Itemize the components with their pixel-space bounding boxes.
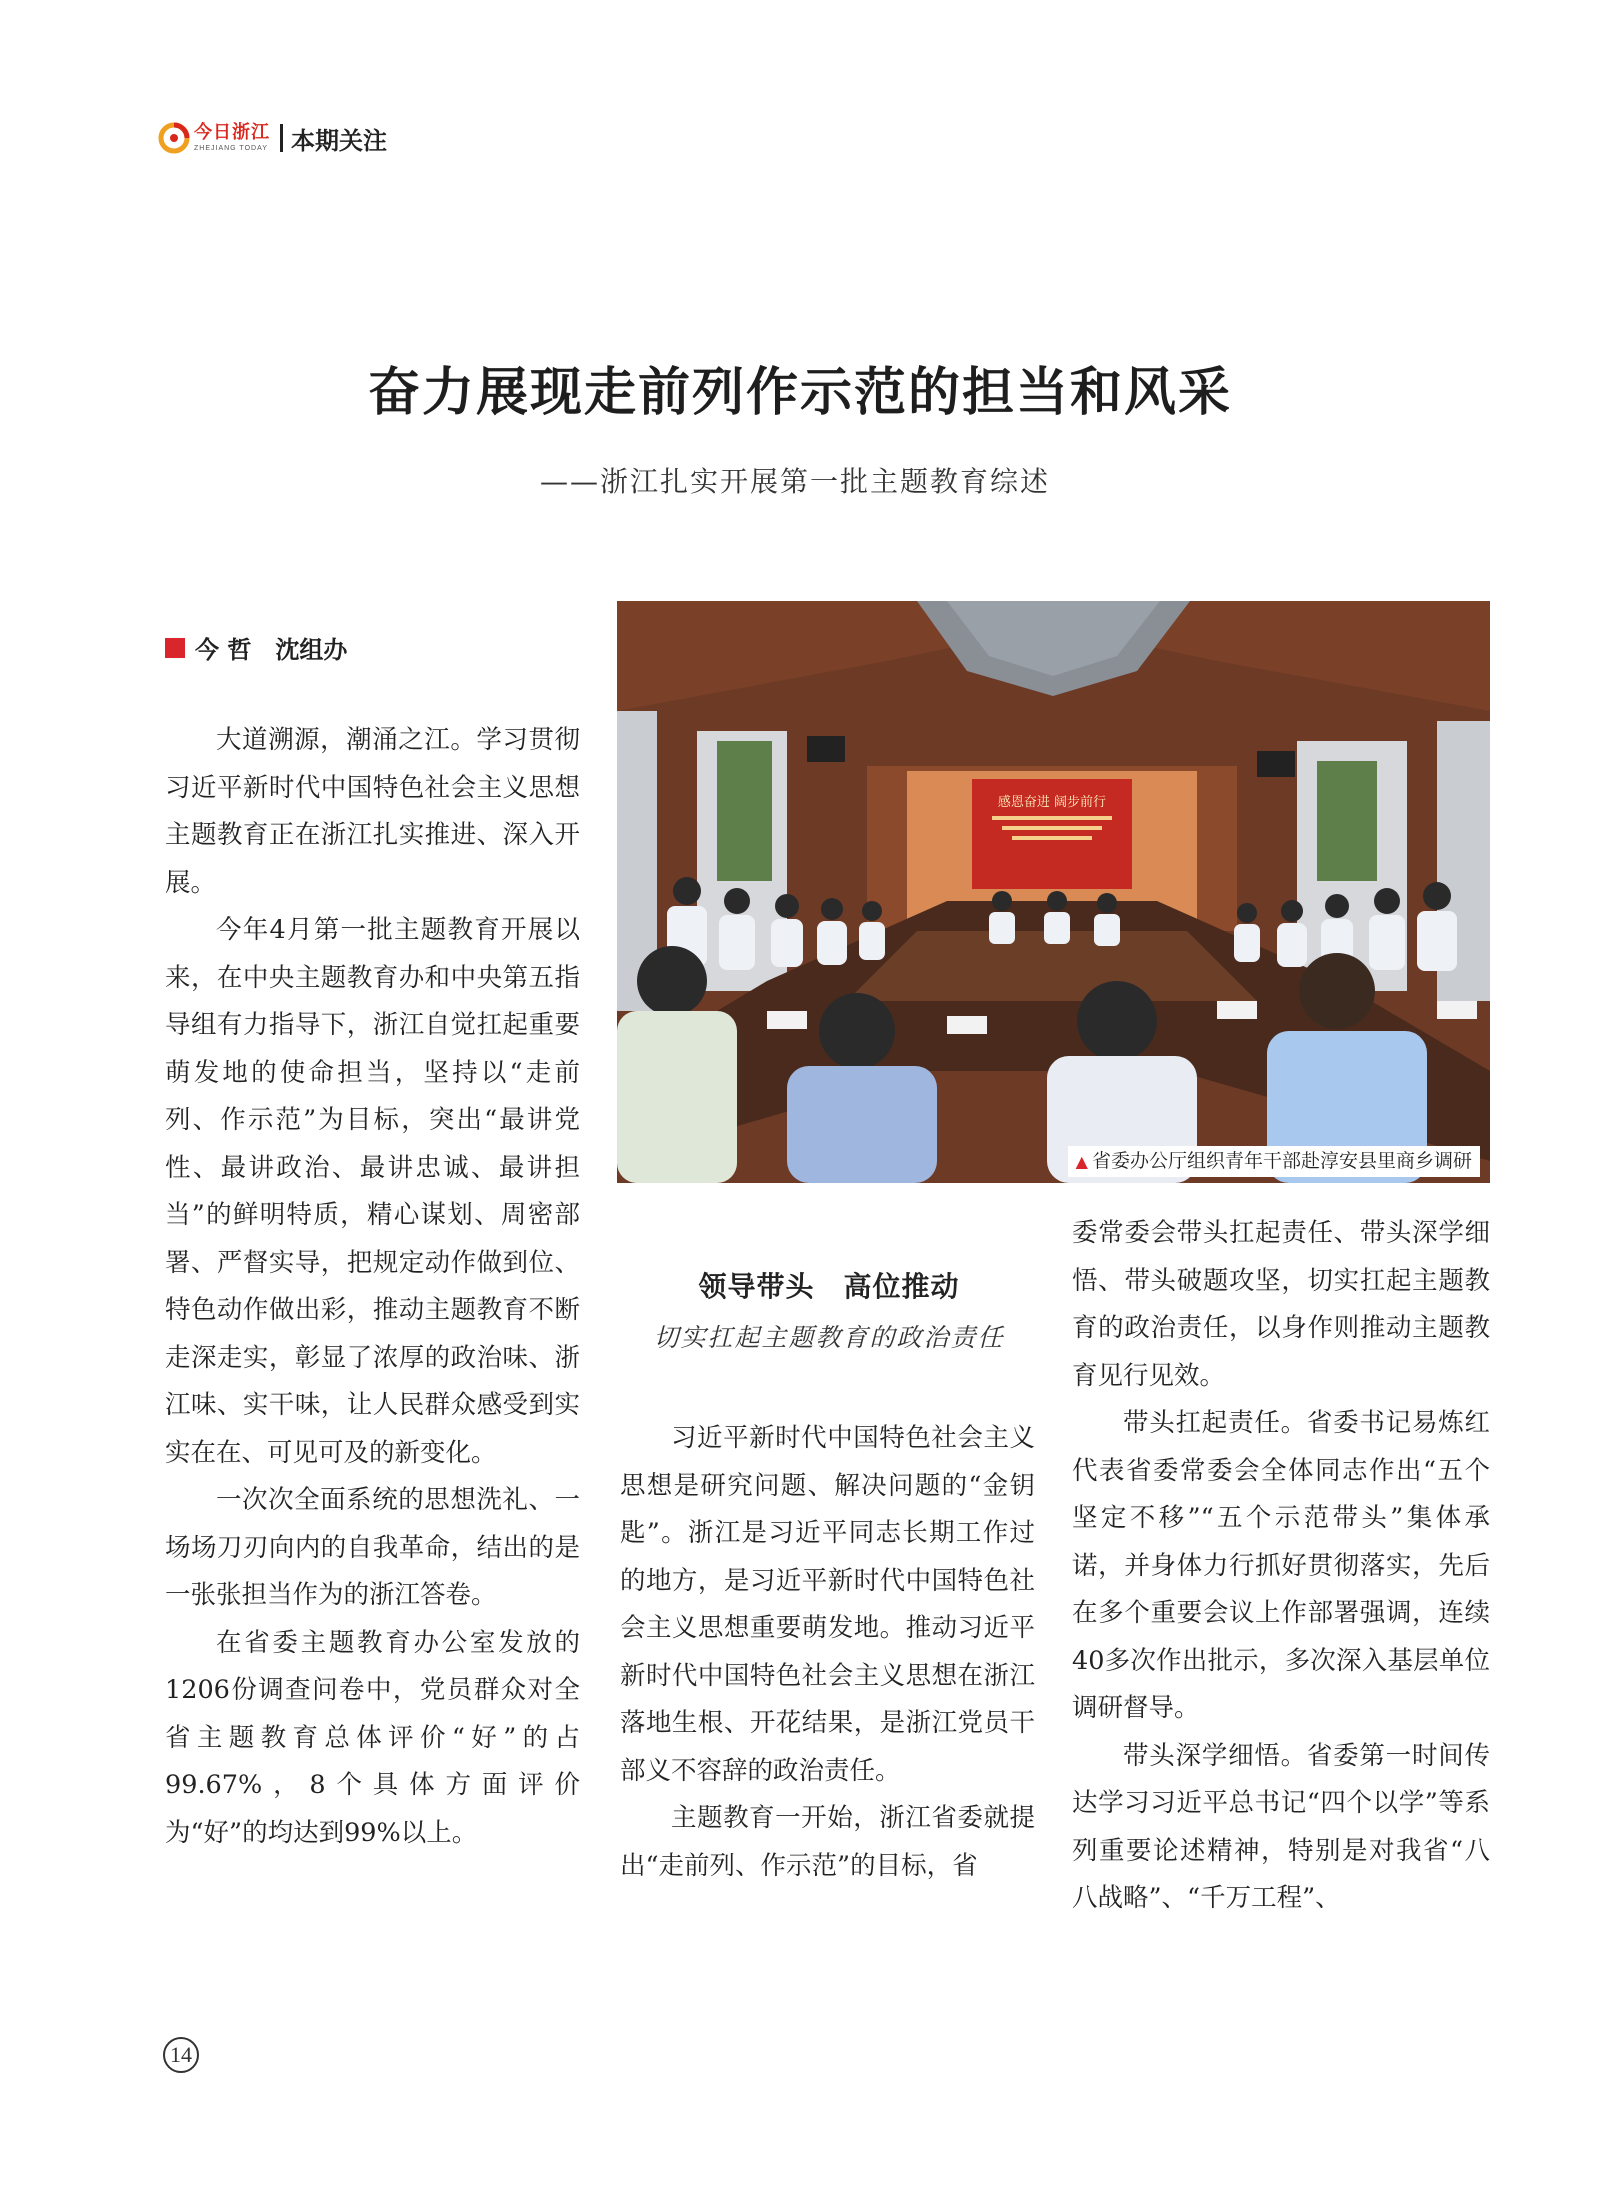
photo-caption — [1068, 1146, 1480, 1177]
author-byline — [165, 630, 347, 665]
magazine-logo — [158, 122, 270, 154]
article-photo — [617, 601, 1490, 1183]
column-2 — [620, 1415, 1035, 1890]
column-3 — [1072, 1210, 1490, 1923]
masthead — [158, 118, 387, 158]
photo-caption-text: 省委办公厅组织青年干部赴淳安县里商乡调研 — [1091, 1150, 1472, 1172]
paragraph-continued: 委常委会带头扛起责任、带头深学细悟、带头破题攻坚，切实扛起主题教育的政治责任，以身作则推动主题教育见行见效。 — [1072, 1218, 1490, 1391]
section-heading: 领导带头 高位推动 — [698, 1270, 960, 1303]
section-subheading: 切实扛起主题教育的政治责任 — [653, 1323, 1005, 1352]
author-names: 今 哲 沈组办 — [195, 636, 348, 664]
paragraph: 主题教育一开始，浙江省委就提出“走前列、作示范”的目标，省 — [620, 1803, 1035, 1881]
page-number: 14 — [163, 2037, 199, 2073]
paragraph: 大道溯源，潮涌之江。学习贯彻习近平新时代中国特色社会主义思想主题教育正在浙江扎实推进、深入开展。 — [165, 725, 580, 898]
triangle-icon: ▲ — [1075, 1152, 1088, 1171]
paragraph: 今年4月第一批主题教育开展以来，在中央主题教育办和中央第五指导组有力指导下，浙江自觉扛起重要萌发地的使命担当，坚持以“走前列、作示范”为目标，突出“最讲党性、最讲政治、最讲忠诚、最讲担当”的鲜明特质，精心谋划、周密部署、严督实导，把规定动作做到位、特色动作做出彩，推动主题教育不断走深走实，彰显了浓厚的政治味、浙江味、实干味，让人民群众感受到实实在在、可见可及的新变化。 — [165, 915, 580, 1468]
logo-text-cn: 今日浙江 — [194, 122, 270, 143]
meeting-room-illustration — [617, 601, 1490, 1183]
header-divider — [280, 124, 283, 152]
paragraph: 习近平新时代中国特色社会主义思想是研究问题、解决问题的“金钥匙”。浙江是习近平同志长期工作过的地方，是习近平新时代中国特色社会主义思想重要萌发地。推动习近平新时代中国特色社会主义思想在浙江落地生根、开花结果，是浙江党员干部义不容辞的政治责任。 — [620, 1423, 1035, 1786]
logo-text-en: ZHEJIANG TODAY — [194, 145, 268, 152]
paragraph: 带头扛起责任。省委书记易炼红代表省委常委会全体同志作出“五个坚定不移”“五个示范带头”集体承诺，并身体力行抓好贯彻落实，先后在多个重要会议上作部署强调，连续40多次作出批示，多次深入基层单位调研督导。 — [1072, 1408, 1490, 1723]
red-square-icon — [165, 638, 185, 658]
paragraph: 在省委主题教育办公室发放的1206份调查问卷中，党员群众对全省主题教育总体评价“好”的占99.67%，8个具体方面评价为“好”的均达到99%以上。 — [165, 1627, 580, 1848]
section-label: 本期关注 — [291, 126, 387, 155]
paragraph: 一次次全面系统的思想洗礼、一场场刀刃向内的自我革命，结出的是一张张担当作为的浙江答卷。 — [165, 1485, 580, 1610]
column-1 — [165, 717, 580, 1857]
paragraph: 带头深学细悟。省委第一时间传达学习习近平总书记“四个以学”等系列重要论述精神，特别是对我省“八八战略”、“千万工程”、 — [1072, 1740, 1490, 1913]
article-subtitle: ——浙江扎实开展第一批主题教育综述 — [540, 465, 1051, 498]
article-title: 奋力展现走前列作示范的担当和风采 — [367, 362, 1232, 423]
banner-text: 感恩奋进 阔步前行 — [997, 795, 1107, 810]
logo-swirl-icon — [158, 122, 190, 154]
